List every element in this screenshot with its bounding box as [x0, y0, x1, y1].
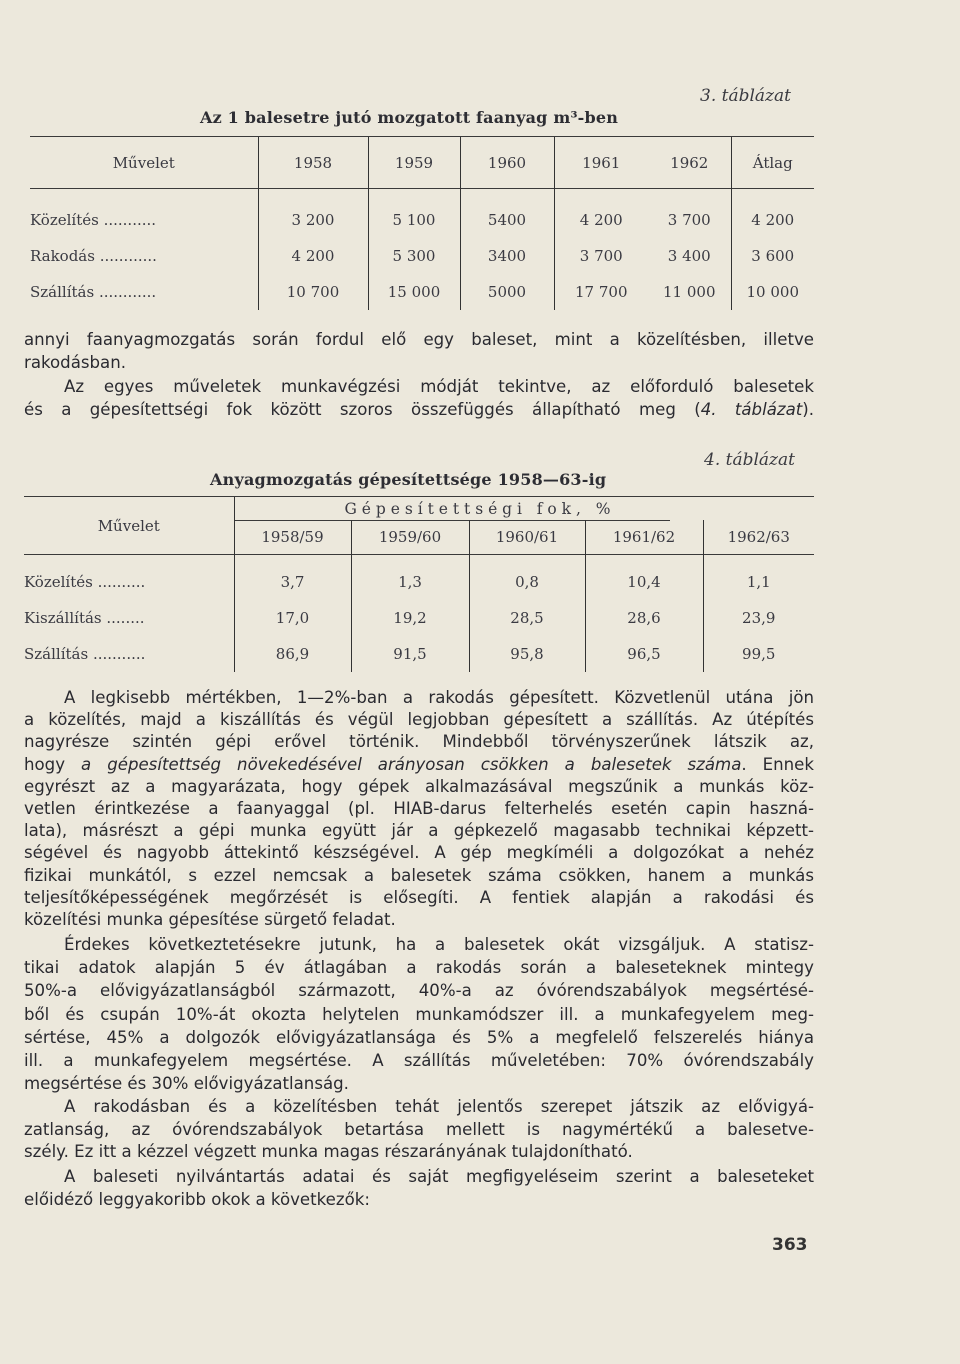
cell: 3 200 — [258, 202, 368, 238]
paragraph-3 — [24, 687, 814, 931]
cell: 15 000 — [368, 274, 460, 310]
table4-title: Anyagmozgatás gépesítettsége 1958—63-ig — [210, 470, 607, 489]
text-segment: . Ennek — [741, 754, 814, 774]
table4-group-header: G é p e s í t e t t s é g i f o k , % — [234, 497, 703, 520]
table3-header-year: 1958 — [258, 137, 368, 188]
table4-header-period: 1959/60 — [351, 520, 469, 554]
cell: 17 700 — [554, 274, 648, 310]
table3-header-year: 1959 — [368, 137, 460, 188]
text-line: A rakodásban és a közelítésben tehát jelentős szerepet játszik az elővigyá- — [64, 1097, 814, 1116]
text-line: egyrészt az a magyarázata, hogy gépek alkalmazásával megszűnik a munkás köz- — [24, 776, 814, 796]
cell: 0,8 — [469, 564, 585, 600]
text-line: vetlen érintkezése a faanyaggal (pl. HIAB-darus felterhelés esetén capin haszná- — [24, 799, 814, 819]
cell: 4 200 — [554, 202, 648, 238]
cell: 5400 — [460, 202, 554, 238]
cell: 5000 — [460, 274, 554, 310]
cell: 99,5 — [703, 636, 814, 672]
text-line: lata), másrészt a gépi munka együtt jár a gépkezelő magasabb technikai képzett- — [24, 821, 814, 841]
table4-label: 4. táblázat — [704, 450, 795, 470]
table4-header-period: 1960/61 — [469, 520, 585, 554]
cell: 28,5 — [469, 600, 585, 636]
table4 — [24, 497, 814, 672]
table4-header-muvelet: Művelet — [97, 516, 160, 535]
paragraph-6 — [24, 1166, 814, 1211]
cell: 3 600 — [731, 238, 814, 274]
row-label: Rakodás ............ — [30, 247, 157, 265]
table4-group-header-row — [24, 497, 814, 520]
cell: 3 700 — [554, 238, 648, 274]
text-line: ill. a munkafegyelem megsértése. A szállítás műveletében: 70% óvórendszabály — [24, 1051, 814, 1071]
text-line: előidéző leggyakoribb okok a következők: — [24, 1189, 370, 1209]
text-line: tikai adatok alapján 5 év átlagában a rakodás során a baleseteknek mintegy — [24, 958, 814, 978]
row-label: Közelítés .......... — [24, 573, 146, 591]
cell: 11 000 — [663, 283, 716, 301]
text-line: a közelítés, majd a kiszállítás és végül legjobban gépesített a szállítás. Az útépítés — [24, 710, 814, 730]
row-label: Kiszállítás ........ — [24, 609, 145, 627]
table-row — [30, 238, 814, 274]
cell: 3 700 — [667, 211, 711, 229]
paragraph-5 — [24, 1096, 814, 1164]
text-line: rakodásban. — [24, 352, 127, 372]
cell: 10 000 — [731, 274, 814, 310]
table3-header-year: 1961 — [554, 137, 648, 188]
row-label: Szállítás ........... — [24, 645, 146, 663]
text-line: zatlanság, az óvórendszabályok betartása mellett is nagymértékű a balesetve- — [24, 1119, 814, 1139]
text-line — [24, 399, 814, 422]
text-line: közelítési munka gépesítése sürgető feladat. — [24, 910, 396, 930]
table-row — [24, 636, 814, 672]
table3-header-muvelet: Művelet — [112, 153, 175, 172]
emphasized-text: a gépesítettség növekedésével arányosan csökken a balesetek száma — [81, 754, 742, 774]
table-row — [30, 274, 814, 310]
cell: 95,8 — [469, 636, 585, 672]
cell: 23,9 — [703, 600, 814, 636]
text-line: annyi faanyagmozgatás során fordul elő egy baleset, mint a közelítésben, illetve — [24, 330, 814, 349]
text-line: nagyrésze szintén gépi erővel történik. Mindebből törvényszerűnek látszik az, — [24, 732, 814, 752]
text-line: megsértése és 30% elővigyázatlanság. — [24, 1074, 349, 1094]
table3-header-year: 1962 — [670, 153, 709, 172]
text-line: sértése, 45% a dolgozók elővigyázatlansága és 5% a megfelelő felszerelés hiánya — [24, 1027, 814, 1047]
cell: 5 100 — [368, 202, 460, 238]
cell: 96,5 — [585, 636, 703, 672]
text-line: ségével és nagyobb áttekintő készségével. A gép megkíméli a dolgozókat a nehéz — [24, 843, 814, 863]
table3-header-atlag: Átlag — [731, 137, 814, 188]
paragraph-4 — [24, 933, 814, 1095]
table-row — [30, 202, 814, 238]
text-line: Érdekes következtetésekre jutunk, ha a balesetek okát vizsgáljuk. A statisz- — [64, 935, 814, 954]
table4-header-period: 1958/59 — [234, 520, 351, 554]
cell: 3 400 — [667, 247, 711, 265]
table3-title: Az 1 balesetre jutó mozgatott faanyag m³-ben — [200, 108, 619, 127]
cell: 17,0 — [234, 600, 351, 636]
table3-header-year: 1960 — [460, 137, 554, 188]
cell: 28,6 — [585, 600, 703, 636]
cell: 10,4 — [585, 564, 703, 600]
text-line: ből és csupán 10%-át okozta helytelen munkamódszer ill. a munkafegyelem meg- — [24, 1004, 814, 1024]
cell: 4 200 — [258, 238, 368, 274]
table3 — [30, 137, 814, 310]
cell: 3400 — [460, 238, 554, 274]
paragraph-1 — [24, 329, 814, 374]
row-label: Szállítás ............ — [30, 283, 157, 301]
text-line: teljesítőképességének megőrzését is elősegíti. A fentiek alapján a rakodási és — [24, 887, 814, 907]
table3-label: 3. táblázat — [700, 86, 791, 106]
table-reference: 4. táblázat — [700, 399, 803, 419]
cell: 1,1 — [703, 564, 814, 600]
cell: 19,2 — [351, 600, 469, 636]
table4-header-period: 1962/63 — [703, 520, 814, 554]
text-line: 50%-a elővigyázatlanságból származott, 40%-a az óvórendszabályok megsértésé- — [24, 981, 814, 1001]
table3-header-row — [30, 137, 814, 188]
text-line: A legkisebb mértékben, 1—2%-ban a rakodás gépesített. Közvetlenül utána jön — [64, 688, 814, 707]
cell: 3,7 — [234, 564, 351, 600]
paragraph-2 — [24, 376, 814, 421]
row-label: Közelítés ........... — [30, 211, 157, 229]
text-segment: ). — [802, 399, 814, 419]
text-segment: hogy — [24, 754, 82, 774]
table-row — [24, 600, 814, 636]
text-line — [24, 754, 814, 776]
text-line: szély. Ez itt a kézzel végzett munka magas részarányának tulajdonítható. — [24, 1142, 633, 1162]
text-segment: és a gépesítettségi fok között szoros összefüggés állapítható meg ( — [24, 399, 701, 419]
page-number: 363 — [772, 1235, 808, 1255]
cell: 4 200 — [731, 202, 814, 238]
cell: 10 700 — [258, 274, 368, 310]
text-line: fizikai munkától, s ezzel nemcsak a balesetek száma csökken, hanem a munkás — [24, 865, 814, 885]
cell: 91,5 — [351, 636, 469, 672]
cell: 86,9 — [234, 636, 351, 672]
text-line: Az egyes műveletek munkavégzési módját tekintve, az előforduló balesetek — [64, 377, 814, 396]
table-row — [24, 564, 814, 600]
table4-header-period: 1961/62 — [585, 520, 703, 554]
cell: 1,3 — [351, 564, 469, 600]
text-line: A baleseti nyilvántartás adatai és saját megfigyeléseim szerint a baleseteket — [64, 1167, 814, 1186]
cell: 5 300 — [368, 238, 460, 274]
